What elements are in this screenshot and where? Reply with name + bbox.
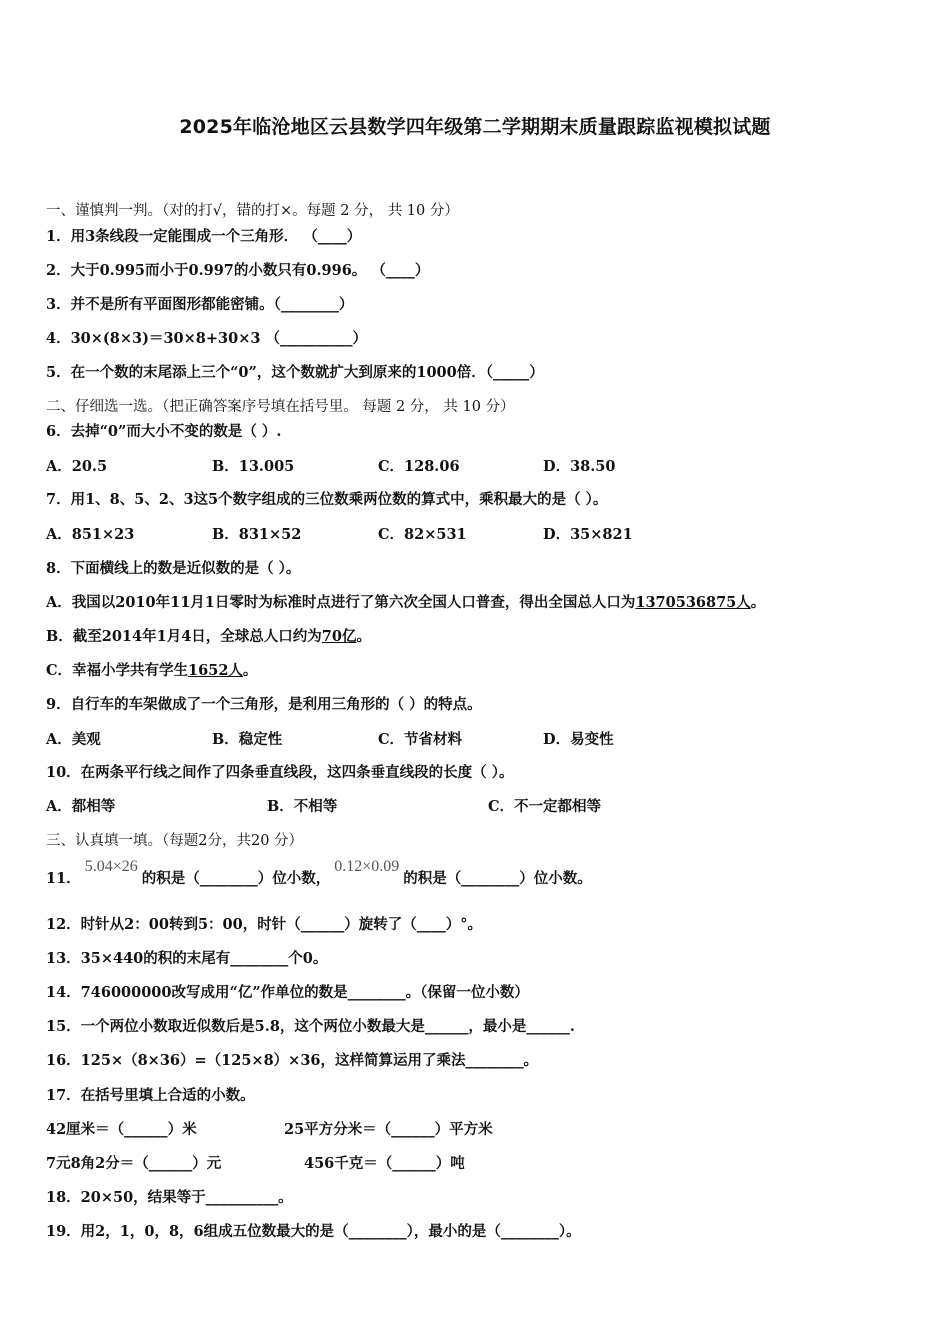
q11-formula-2: 0.12×0.09 <box>334 858 400 875</box>
q17-item-d: 456千克＝（______）吨 <box>304 1155 465 1172</box>
question-5: 5．在一个数的末尾添上三个“0”，这个数就扩大到原来的1000倍．（_____） <box>46 364 544 381</box>
question-2: 2．大于0.995而小于0.997的小数只有0.996。 （____） <box>46 262 430 279</box>
q8-option-a-underlined: 1370536875人 <box>635 594 751 611</box>
question-7: 7．用1、8、5、2、3这5个数字组成的三位数乘两位数的算式中，乘积最大的是（ ）。 <box>46 491 608 508</box>
section-2-heading: 二、仔细选一选。（把正确答案序号填在括号里。 每题 2 分， 共 10 分） <box>46 399 515 415</box>
question-16: 16．125×（8×36）=（125×8）×36，这样简算运用了乘法________。 <box>46 1052 538 1069</box>
question-9: 9．自行车的车架做成了一个三角形，是利用三角形的（ ）的特点。 <box>46 696 482 713</box>
q8-option-b-underlined: 70亿 <box>321 628 357 645</box>
q7-option-a: A．851×23 <box>46 526 135 543</box>
q10-option-c: C．不一定都相等 <box>488 798 602 815</box>
q8-option-c <box>46 661 257 681</box>
q17-item-c: 7元8角2分＝（______）元 <box>46 1155 222 1172</box>
question-15: 15．一个两位小数取近似数后是5.8，这个两位小数最大是______，最小是______. <box>46 1018 575 1035</box>
q17-item-b: 25平方分米＝（______）平方米 <box>284 1121 493 1138</box>
q7-option-b: B．831×52 <box>212 526 302 543</box>
q8-option-a <box>46 593 765 613</box>
question-6: 6．去掉“0”而大小不变的数是（ ）. <box>46 423 282 440</box>
q8-option-c-underlined: 1652人 <box>188 662 243 679</box>
question-13: 13．35×440的积的末尾有________个0。 <box>46 950 328 967</box>
q8-option-a-end: 。 <box>750 594 766 611</box>
question-3: 3．并不是所有平面图形都能密铺。（________） <box>46 296 354 313</box>
q10-option-b: B．不相等 <box>267 798 338 815</box>
question-8: 8．下面横线上的数是近似数的是（ ）。 <box>46 560 301 577</box>
q7-option-c: C．82×531 <box>378 526 467 543</box>
q11-number: 11． <box>46 870 81 887</box>
question-18: 18．20×50，结果等于__________。 <box>46 1189 293 1206</box>
question-4: 4．30×(8×3)＝30×8+30×3 （__________） <box>46 330 367 347</box>
q8-option-b-end: 。 <box>356 628 371 645</box>
q11-end-text: 的积是（________）位小数。 <box>403 870 592 887</box>
question-10: 10．在两条平行线之间作了四条垂直线段，这四条垂直线段的长度（ ）。 <box>46 764 514 781</box>
q17-item-a: 42厘米＝（______）米 <box>46 1121 197 1138</box>
q8-option-c-text: C．幸福小学共有学生 <box>46 662 189 679</box>
q9-option-a: A．美观 <box>46 731 101 748</box>
q6-option-c: C．128.06 <box>378 458 460 475</box>
q8-option-a-text: A．我国以2010年11月1日零时为标准时点进行了第六次全国人口普查，得出全国总人口为 <box>46 594 636 611</box>
question-17: 17．在括号里填上合适的小数。 <box>46 1087 255 1104</box>
page-title: 2025年临沧地区云县数学四年级第二学期期末质量跟踪监视模拟试题 <box>179 116 771 138</box>
q9-option-d: D．易变性 <box>543 731 614 748</box>
q9-option-b: B．稳定性 <box>212 731 283 748</box>
q11-formula-1: 5.04×26 <box>84 858 138 875</box>
q6-option-d: D．38.50 <box>543 458 616 475</box>
q9-option-c: C．节省材料 <box>378 731 463 748</box>
q6-option-b: B．13.005 <box>212 458 295 475</box>
question-11 <box>46 858 592 889</box>
q8-option-b-text: B．截至2014年1月4日，全球总人口约为 <box>46 628 322 645</box>
section-3-heading: 三、认真填一填。（每题2分，共20 分） <box>46 833 304 849</box>
question-14: 14．746000000改写成用“亿”作单位的数是________。（保留一位小数） <box>46 984 529 1001</box>
q8-option-c-end: 。 <box>242 662 258 679</box>
question-19: 19．用2，1，0，8，6组成五位数最大的是（________），最小的是（________）。 <box>46 1223 581 1240</box>
question-12: 12．时针从2：00转到5：00，时针（______）旋转了（____）°。 <box>46 916 482 933</box>
section-1-heading: 一、谨慎判一判。（对的打√，错的打×。每题 2 分， 共 10 分） <box>46 203 459 219</box>
q6-option-a: A．20.5 <box>46 458 108 475</box>
question-1: 1．用3条线段一定能围成一个三角形． （____） <box>46 228 362 245</box>
q11-middle-text: 的积是（________）位小数， <box>141 870 331 887</box>
q10-option-a: A．都相等 <box>46 798 116 815</box>
q7-option-d: D．35×821 <box>543 526 633 543</box>
q8-option-b <box>46 627 371 647</box>
